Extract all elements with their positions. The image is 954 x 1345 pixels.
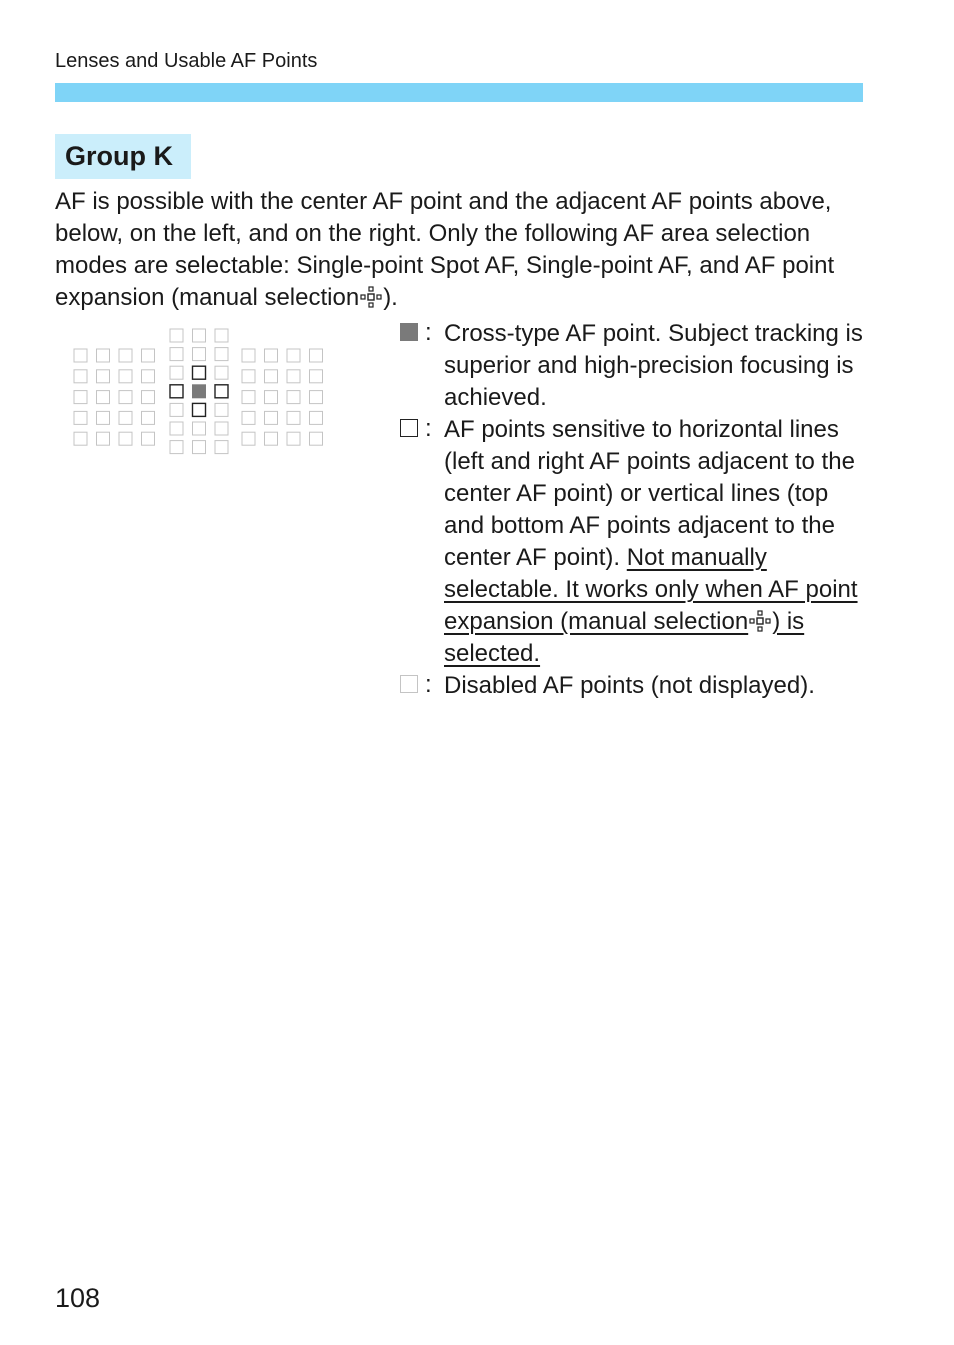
intro-text: AF is possible with the center AF point and the adjacent AF points above, below, on the left, and on the right. Only the following AF area selection modes are selectable: Single-point Spot AF, Single-point AF, and AF point expansion (manual selection xyxy=(55,188,835,311)
af-point-disabled xyxy=(310,432,323,445)
af-point-disabled xyxy=(170,441,183,454)
af-point-disabled xyxy=(265,411,278,424)
af-point-disabled xyxy=(74,411,87,424)
af-point-disabled xyxy=(142,370,155,383)
legend-text-disabled: Disabled AF points (not displayed). xyxy=(444,672,815,699)
af-point-disabled xyxy=(287,432,300,445)
af-point-disabled xyxy=(193,441,206,454)
af-point-disabled xyxy=(97,432,110,445)
af-point-disabled xyxy=(97,370,110,383)
af-point-disabled xyxy=(310,349,323,362)
af-point-disabled xyxy=(170,348,183,361)
af-point-expansion-manual-icon xyxy=(359,286,383,308)
af-point-disabled xyxy=(97,349,110,362)
af-point-line-sensitive xyxy=(170,385,183,398)
af-point-disabled xyxy=(215,403,228,416)
af-point-disabled xyxy=(287,411,300,424)
af-point-disabled xyxy=(170,329,183,342)
af-point-disabled xyxy=(287,349,300,362)
af-point-line-sensitive xyxy=(215,385,228,398)
af-point-disabled xyxy=(215,348,228,361)
af-point-disabled xyxy=(242,432,255,445)
af-point-disabled xyxy=(310,411,323,424)
legend-item-cross-type xyxy=(400,318,870,414)
legend-colon: : xyxy=(425,671,432,698)
af-point-disabled xyxy=(119,370,132,383)
af-point-disabled xyxy=(119,432,132,445)
af-point-disabled xyxy=(74,349,87,362)
af-point-disabled xyxy=(242,370,255,383)
legend-text-line-underlined-end: ) is selected. xyxy=(444,608,805,667)
af-point-disabled xyxy=(74,370,87,383)
disabled-af-point-icon xyxy=(400,675,418,693)
af-point-disabled xyxy=(215,441,228,454)
cross-type-af-point-icon xyxy=(400,323,418,341)
af-point-disabled xyxy=(215,329,228,342)
line-sensitive-af-point-icon xyxy=(400,419,418,437)
af-point-disabled xyxy=(215,422,228,435)
af-point-disabled xyxy=(193,329,206,342)
af-point-disabled xyxy=(170,366,183,379)
section-title: Lenses and Usable AF Points xyxy=(55,50,318,72)
af-point-disabled xyxy=(97,411,110,424)
af-point-disabled xyxy=(119,391,132,404)
legend-text-line-main: AF points sensitive to horizontal lines (left and right AF points adjacent to the center AF point) or vertical lines (top and bottom AF points adjacent to the center AF point). xyxy=(444,416,855,571)
af-point-disabled xyxy=(119,411,132,424)
af-point-line-sensitive xyxy=(193,366,206,379)
af-point-disabled xyxy=(310,391,323,404)
af-point-disabled xyxy=(242,411,255,424)
af-point-disabled xyxy=(242,349,255,362)
af-point-disabled xyxy=(142,391,155,404)
legend-text-cross-type: Cross-type AF point. Subject tracking is superior and high-precision focusing is achieved. xyxy=(444,320,863,411)
af-point-disabled xyxy=(265,370,278,383)
header-bar xyxy=(55,83,863,102)
af-point-cross-type xyxy=(193,385,206,398)
af-point-disabled xyxy=(265,391,278,404)
legend-colon: : xyxy=(425,415,432,442)
af-point-disabled xyxy=(265,432,278,445)
af-point-disabled xyxy=(170,403,183,416)
af-point-disabled xyxy=(142,411,155,424)
af-point-disabled xyxy=(193,422,206,435)
af-point-disabled xyxy=(170,422,183,435)
af-point-disabled xyxy=(119,349,132,362)
af-point-disabled xyxy=(287,370,300,383)
intro-paragraph xyxy=(55,186,860,314)
af-point-disabled xyxy=(215,366,228,379)
af-point-disabled xyxy=(310,370,323,383)
af-point-line-sensitive xyxy=(193,403,206,416)
intro-closing: ). xyxy=(383,284,398,311)
af-point-disabled xyxy=(193,348,206,361)
af-point-disabled xyxy=(74,432,87,445)
page-number: 108 xyxy=(55,1283,101,1313)
legend-text-line-sensitive xyxy=(444,414,870,670)
af-point-disabled xyxy=(242,391,255,404)
af-point-expansion-manual-icon xyxy=(748,610,772,632)
af-point-disabled xyxy=(74,391,87,404)
af-point-disabled xyxy=(142,349,155,362)
af-point-disabled xyxy=(97,391,110,404)
legend-item-disabled xyxy=(400,670,870,702)
group-title: Group K xyxy=(55,134,191,179)
af-point-disabled xyxy=(142,432,155,445)
legend-text-line-underlined-start: Not manually selectable. It works only when AF point expansion (manual selection xyxy=(444,544,858,635)
legend-item-line-sensitive xyxy=(400,414,870,670)
legend-colon: : xyxy=(425,319,432,346)
legend xyxy=(400,318,870,702)
af-point-disabled xyxy=(287,391,300,404)
af-point-diagram xyxy=(70,325,330,457)
af-point-disabled xyxy=(265,349,278,362)
